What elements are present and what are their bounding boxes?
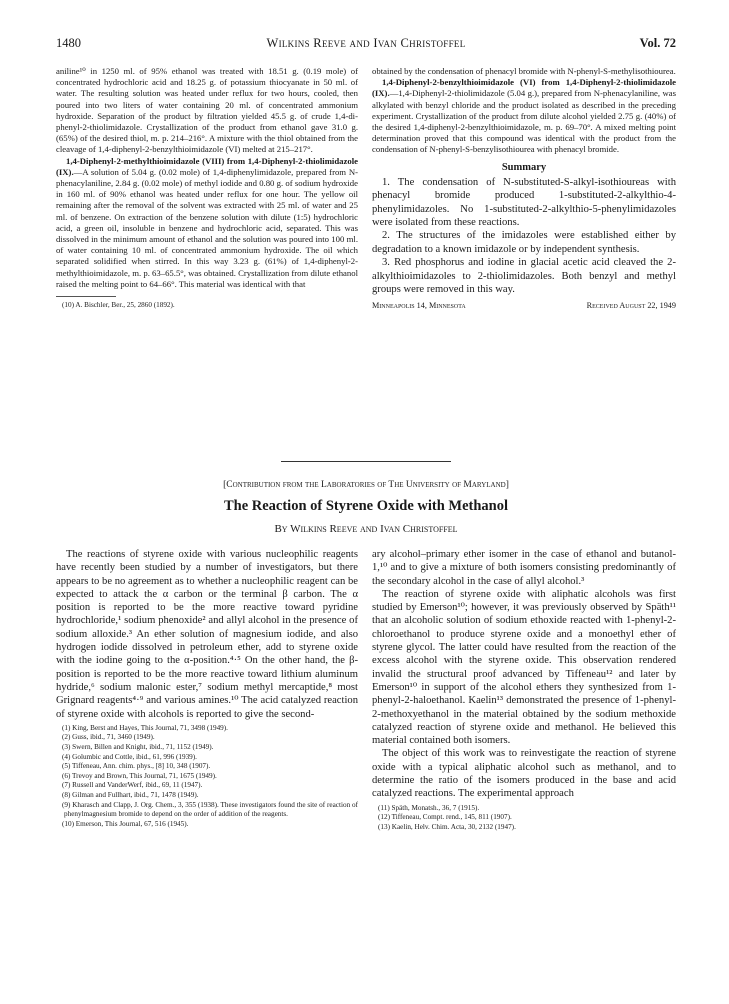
affiliation-line bbox=[372, 300, 676, 311]
bottom-left-column bbox=[56, 548, 358, 829]
footnote-list bbox=[56, 724, 358, 830]
section-heading: 1,4-Diphenyl-2-methylthioimidazole (VIII) from 1,4-Diphenyl-2-thiolimidazole (IX). bbox=[56, 155, 358, 177]
volume-label: Vol. 72 bbox=[639, 36, 676, 50]
contribution-note: [Contribution from the Laboratories of The University of Maryland] bbox=[223, 480, 509, 490]
footnote: (5) Tiffeneau, Ann. chim. phys., [8] 10, 348 (1907). bbox=[62, 762, 211, 771]
paragraph: The reactions of styrene oxide with various nucleophilic reagents have recently been studied by a number of investigators, but there appears to be no agreement as to whether a nucleophilic reagent can be expected to attack the α carbon or the terminal β carbon. The α position is reported to be the more reactive toward pyridine hydrochloride,¹ sodium phenoxide² and allyl alcohol in the presence of sodium alloxide.³ An ether solution of magnesium iodide, and also hydrogen iodide dissolved in petroleum ether, add to styrene oxide with the iodine going to the α-position.⁴·⁵ On the other hand, the β-position is reported to be the more reactive toward lithium aluminum hydride,⁶ sodium malonic ester,⁷ sodium methyl mercaptide,⁸ most Grignard reagents⁴·⁹ and various amines.¹⁰ The acid catalyzed reaction of styrene oxide with alcohols is reported to give the second- bbox=[56, 549, 358, 720]
page-header bbox=[56, 36, 676, 58]
section-heading: 1,4-Diphenyl-2-benzylthioimidazole (VI) from 1,4-Diphenyl-2-thiolimidazole (IX). bbox=[372, 77, 676, 99]
byline: By Wilkins Reeve and Ivan Christoffel bbox=[274, 523, 458, 535]
summary-heading: Summary bbox=[501, 161, 547, 173]
paragraph: The object of this work was to reinvestigate the reaction of styrene oxide with a typical aliphatic alcohol such as methanol, and to determine the ratio of the isomers produced in the base and acid catalyzed reactions. The experimental approach bbox=[372, 748, 676, 800]
footnote: (6) Trevoy and Brown, This Journal, 71, 1675 (1949). bbox=[62, 771, 217, 780]
received-date: Received August 22, 1949 bbox=[586, 301, 676, 311]
summary-item: 3. Red phosphorus and iodine in glacial acetic acid cleaved the 2-alkylthioimidazoles to 2-thiolimidazoles. Both benzyl and methyl groups were removed in this way. bbox=[372, 257, 676, 296]
paragraph bbox=[56, 156, 358, 290]
footnote: (2) Guss, ibid., 71, 3460 (1949). bbox=[62, 733, 155, 742]
footnote: (10) A. Bischler, Ber., 25, 2860 (1892). bbox=[62, 301, 175, 310]
affiliation-place: Minneapolis 14, Minnesota bbox=[372, 301, 466, 311]
summary-item: 1. The condensation of N-substituted-S-alkyl-isothioureas with phenacyl bromide produced 1-substituted-2-alkylthio-4-phenylimidazoles. No 1-substituted-2-alkylthio-5-phenylimidazoles were isolated from these reactions. bbox=[372, 176, 676, 229]
page-number: 1480 bbox=[56, 36, 81, 50]
footnote: (1) King, Berst and Hayes, This Journal, 71, 3498 (1949). bbox=[62, 723, 228, 732]
journal-page bbox=[56, 36, 676, 986]
footnote: (9) Kharasch and Clapp, J. Org. Chem., 3, 355 (1938). These investigators found the site of reaction of phenylmagnesium bromide to depend on the order of addition of the reagents. bbox=[62, 800, 358, 819]
paragraph: obtained by the condensation of phenacyl bromide with N-phenyl-S-methylisothiourea. bbox=[372, 66, 676, 76]
footnote: (3) Swern, Billen and Knight, ibid., 71, 1152 (1949). bbox=[62, 743, 214, 752]
summary-item: 2. The structures of the imidazoles were established either by degradation to a known imidazole or by independent synthesis. bbox=[372, 230, 676, 255]
footnote: (11) Späth, Monatsh., 36, 7 (1915). bbox=[378, 803, 480, 812]
paragraph bbox=[372, 77, 676, 155]
footnote: (10) Emerson, This Journal, 67, 516 (1945). bbox=[62, 819, 189, 828]
top-left-column bbox=[56, 66, 358, 311]
footnote: (12) Tiffeneau, Compt. rend., 145, 811 (1907). bbox=[378, 813, 512, 822]
bottom-right-column bbox=[372, 548, 676, 832]
footnote: (13) Kaelin, Helv. Chim. Acta, 30, 2132 (1947). bbox=[378, 822, 516, 831]
top-right-column bbox=[372, 66, 676, 312]
footnote-rule bbox=[56, 296, 116, 297]
paragraph-body: —1,4-Diphenyl-2-thiolimidazole (5.04 g.), prepared from N-phenacylaniline, was alkylated with benzyl chloride and the product isolated as described in the preceding experiment. Crystallization of the product from dilute alcohol yielded 2.75 g. (40%) of the desired 1,4-diphenyl-2-benzylthioimidazole, m. p. 69–70°. A mixed melting point determination proved that this compound was identical with the product from the condensation of N-phenyl-S-benzylisothiourea with phenacyl bromide. bbox=[372, 88, 676, 155]
section-divider bbox=[281, 461, 451, 462]
footnote: (8) Gilman and Fullhart, ibid., 71, 1478 (1949). bbox=[62, 791, 199, 800]
paragraph: The reaction of styrene oxide with aliphatic alcohols was first studied by Emerson¹⁰; however, it was previously observed by Späth¹¹ that an alcoholic solution of sodium ethoxide reacted with 1-phenyl-2-chloroethanol to produce styrene oxide and a monoethyl ether of styrene glycol. The latter could have resulted from the reaction of the excess alcohol with the styrene oxide. This observation rendered invalid the structural proof advanced by Tiffeneau¹² and later by Emerson¹⁰ in support of the alcohol ethers they synthesized from 1-phenyl-2-haloethanol. Kaelin¹³ demonstrated the presence of 1-phenyl-2-methoxyethanol in the material obtained by the sodium methoxide catalyzed reaction of styrene oxide and methanol. He believed this material contained both isomers. bbox=[372, 588, 676, 747]
paragraph: ary alcohol–primary ether isomer in the case of ethanol and butanol-1,¹⁰ and to give a mixture of both isomers consisting predominantly of the secondary alcohol in the case of allyl alcohol.³ bbox=[372, 549, 676, 587]
article-title: The Reaction of Styrene Oxide with Methanol bbox=[223, 498, 509, 514]
footnote: (7) Russell and VanderWerf, ibid., 69, 11 (1947). bbox=[62, 781, 203, 790]
footnote: (4) Golumbic and Cottle, ibid., 61, 996 (1939). bbox=[62, 752, 197, 761]
footnote-list bbox=[372, 804, 676, 833]
paragraph: aniline¹⁰ in 1250 ml. of 95% ethanol was treated with 18.51 g. (0.19 mole) of concentrated hydrochloric acid and 18.25 g. of potassium thiocyanate in 50 ml. of water. The resulting solution was heated under reflux for two hours, cooled, then poured into two liters of water containing 20 ml. of concentrated ammonium hydroxide. Separation of the product by filtration yielded 45.5 g. of crude 1,4-di-phenyl-2-thiolimidazole. Crystallization of the product from ethanol gave 31.0 g. (65%) of the desired thiol, m. p. 214–216°. A mixture with the thiol obtained from the cleavage of 1,4-diphenyl-2-benzylthioimidazole (VI) melted at 215–217°. bbox=[56, 66, 358, 155]
running-title: Wilkins Reeve and Ivan Christoffel bbox=[266, 36, 466, 50]
paragraph-body: —A solution of 5.04 g. (0.02 mole) of 1,4-diphenylimidazole, prepared from N-phenacylaniline, 2.84 g. (0.02 mole) of methyl iodide and 0.80 g. of sodium hydroxide in 160 ml. of 90% ethanol was heated under reflux for one hour. The yellow oil remaining after the removal of the solvent was extracted with 25 ml. of water and 25 ml. of benzene. On extraction of the benzene solution with dilute (1:5) hydrochloric acid, a green oil, insoluble in benzene and hydrochloric acid, separated. This was dissolved in the minimum amount of ethanol and the solution was poured into 100 ml. of water containing 10 ml. of concentrated ammonium hydroxide. The oil which separated solidified when stirred. In this way 3.23 g. (61%) of 1,4-diphenyl-2-methylthioimidazole, m. p. 63–65.5°, was obtained. Crystallization from dilute ethanol raised the melting point to 64–66°. This material was identical with that bbox=[56, 166, 358, 289]
